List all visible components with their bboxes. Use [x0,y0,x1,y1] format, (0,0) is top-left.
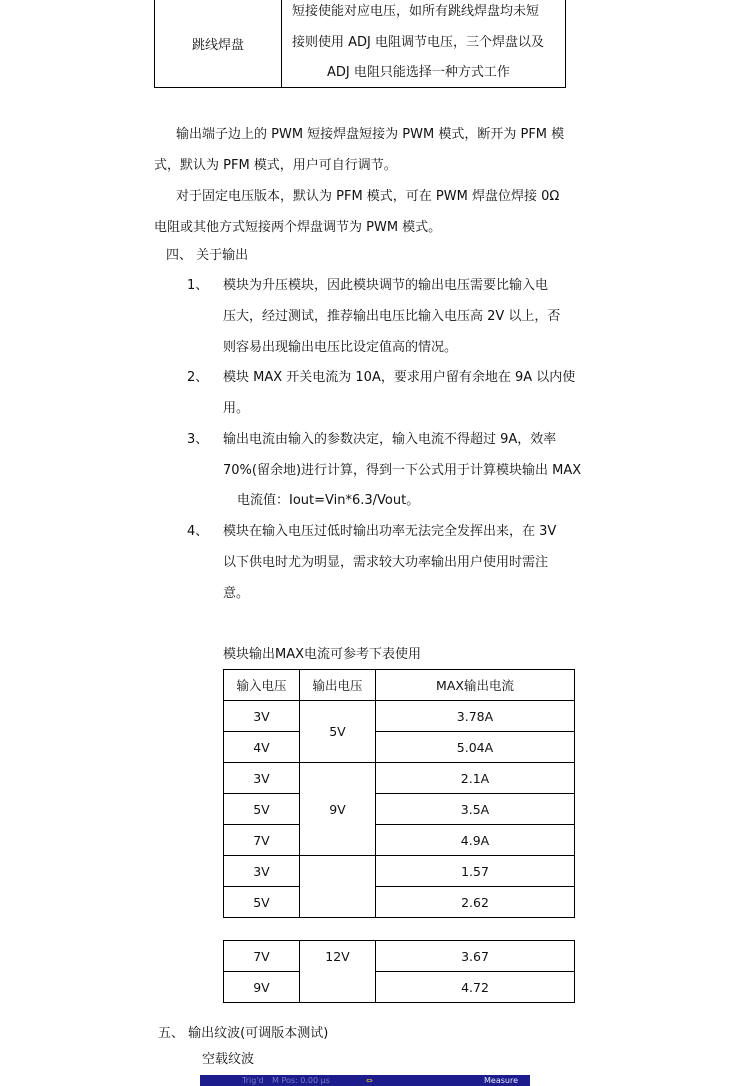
cell-vin: 7V [224,825,300,856]
cell-vout: 12V [300,941,376,1003]
cell-imax: 3.5A [376,794,575,825]
cell-imax: 3.67 [376,941,575,972]
jumper-pad-desc-line-1: 短接使能对应电压，如所有跳线焊盘均未短 [292,4,540,19]
table-row [224,701,575,732]
cell-vin: 5V [224,794,300,825]
list-item-1-line-1: 模块为升压模块，因此模块调节的输出电压需要比输入电 [223,278,549,293]
table-header-row [224,670,575,701]
jumper-pad-label-cell [155,0,282,87]
cell-vout: 5V [300,701,376,763]
table-row [224,941,575,972]
list-item-3-line-2: 70%(留余地)进行计算，得到一下公式用于计算模块输出 MAX [223,463,582,478]
list-item-number: 3、 [187,432,209,447]
section-4-heading: 四、 关于输出 [166,248,249,263]
list-item-number: 1、 [187,278,209,293]
cell-imax: 5.04A [376,732,575,763]
cell-vout: 9V [300,763,376,856]
table-row [224,825,575,856]
paragraph-fixed-line-2: 电阻或其他方式短接两个焊盘调节为 PWM 模式。 [154,220,442,235]
cell-vin: 7V [224,941,300,972]
scope-mpos: M Pos: 0.00 µs [272,1076,330,1085]
list-item-1-line-3: 则容易出现输出电压比设定值高的情况。 [223,340,458,355]
cell-vin: 3V [224,701,300,732]
header-max-current: MAX输出电流 [376,670,575,701]
jumper-pad-label: 跳线焊盘 [191,38,244,53]
scope-menu-title: Measure [484,1076,518,1085]
header-input-voltage: 输入电压 [224,670,300,701]
jumper-pad-table [154,0,566,88]
max-current-table-continued [223,940,575,1003]
cell-vin: 5V [224,887,300,918]
list-item-number: 2、 [187,370,209,385]
cell-imax: 3.78A [376,701,575,732]
cell-imax: 2.1A [376,763,575,794]
cell-imax: 4.9A [376,825,575,856]
list-item-number: 4、 [187,524,209,539]
scope-trigger-icon: ⇔ [366,1076,373,1085]
jumper-pad-desc-line-2: 接则使用 ADJ 电阻调节电压，三个焊盘以及 [292,35,545,50]
table-row [224,732,575,763]
paragraph-pwm-line-2: 式，默认为 PFM 模式，用户可自行调节。 [154,158,397,173]
oscilloscope-status-bar [200,1075,530,1086]
header-output-voltage: 输出电压 [300,670,376,701]
list-item-3-formula: 电流值：Iout=Vin*6.3/Vout。 [237,493,420,508]
paragraph-pwm-line-1: 输出端子边上的 PWM 短接焊盘短接为 PWM 模式，断开为 PFM 模 [176,127,565,142]
section-5-subheading: 空载纹波 [202,1052,255,1067]
max-current-table [223,669,575,918]
section-5-heading: 五、 输出纹波(可调版本测试) [158,1026,329,1041]
cell-vin: 3V [224,763,300,794]
list-item-2-line-2: 用。 [223,401,250,416]
table-row [224,856,575,887]
table-row [224,794,575,825]
list-item-4-line-2: 以下供电时尤为明显，需求较大功率输出用户使用时需注 [223,555,549,570]
paragraph-fixed-line-1: 对于固定电压版本，默认为 PFM 模式，可在 PWM 焊盘位焊接 0Ω [176,189,560,204]
cell-vin: 4V [224,732,300,763]
list-item-2-line-1: 模块 MAX 开关电流为 10A，要求用户留有余地在 9A 以内使 [223,370,576,385]
table-caption: 模块输出MAX电流可参考下表使用 [223,647,422,662]
cell-vout [300,856,376,918]
list-item-1-line-2: 压大，经过测试，推荐输出电压比输入电压高 2V 以上，否 [223,309,561,324]
jumper-pad-desc-line-3: ADJ 电阻只能选择一种方式工作 [327,65,510,80]
list-item-4-line-3: 意。 [223,586,250,601]
cell-vin: 3V [224,856,300,887]
cell-imax: 2.62 [376,887,575,918]
table-row [224,887,575,918]
cell-imax: 1.57 [376,856,575,887]
table-row [224,763,575,794]
cell-imax: 4.72 [376,972,575,1003]
table-row [224,972,575,1003]
scope-trigger-status: Trig'd [242,1076,264,1085]
list-item-4-line-1: 模块在输入电压过低时输出功率无法完全发挥出来，在 3V [223,524,557,539]
list-item-3-line-1: 输出电流由输入的参数决定，输入电流不得超过 9A，效率 [223,432,557,447]
cell-vin: 9V [224,972,300,1003]
